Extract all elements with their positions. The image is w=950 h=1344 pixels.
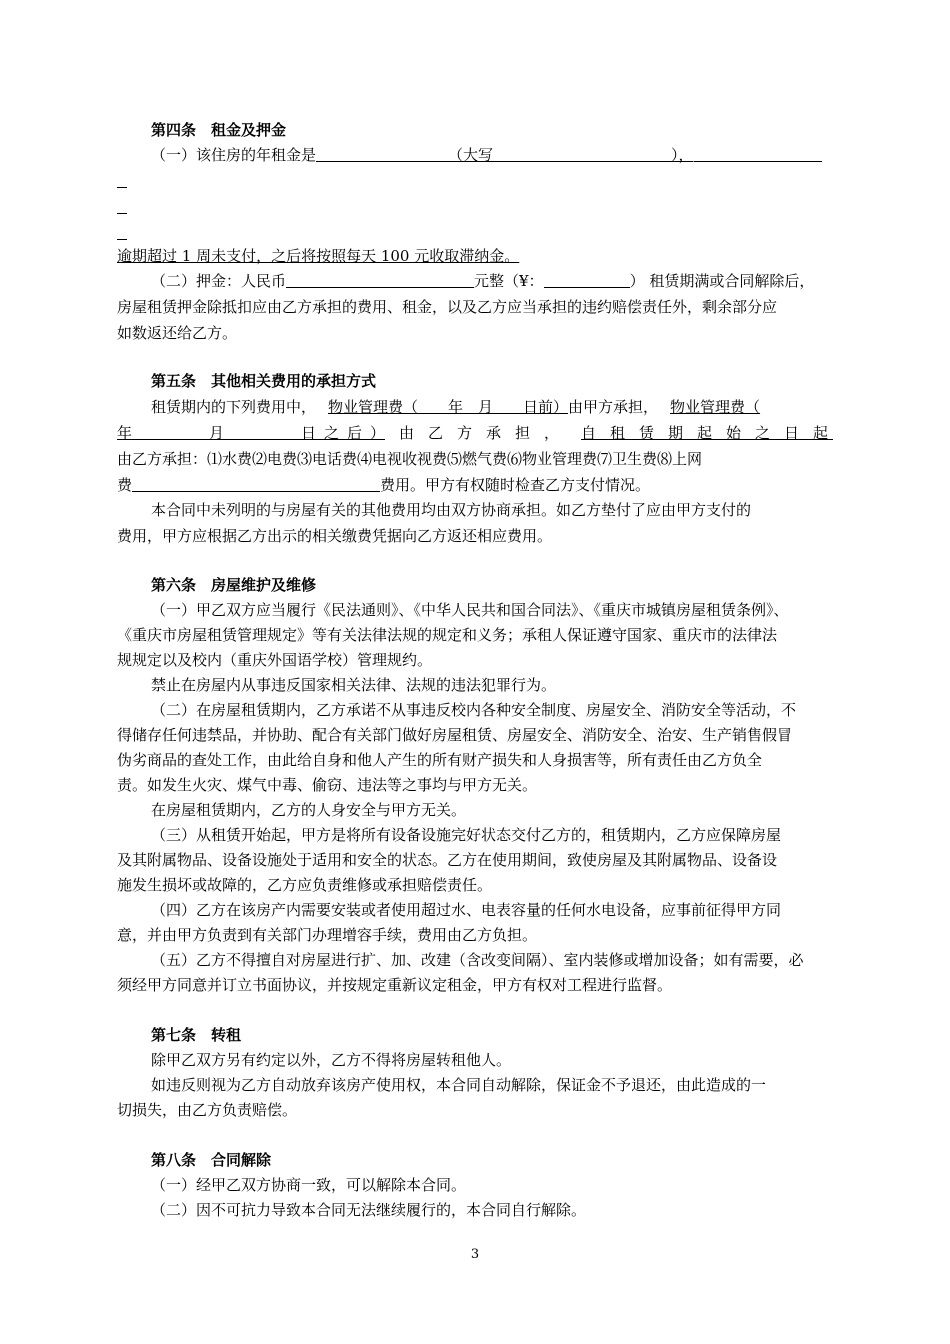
- art6-line: （三）从租赁开始起，甲方是将所有设备设施完好状态交付乙方的，租赁期内，乙方应保障房屋: [151, 826, 782, 844]
- article-7-title: 第七条 转租: [151, 1026, 242, 1044]
- late-fee-clause: 逾期超过 1 周未支付，之后将按照每天 100 元收取滞纳金。: [117, 247, 520, 265]
- deposit-amount-blank[interactable]: [286, 271, 474, 288]
- art6-line: 意，并由甲方负责到有关部门办理增容手续，费用由乙方负担。: [117, 926, 538, 944]
- fees-para-2-line-2: 费用，甲方应根据乙方出示的相关缴费凭据向乙方返还相应费用。: [117, 527, 553, 545]
- article-4-title: 第四条 租金及押金: [151, 121, 287, 139]
- art6-line: （五）乙方不得擅自对房屋进行扩、加、改建（含改变间隔）、室内装修或增加设备；如有需要，必: [151, 951, 804, 969]
- article-5-title: 第五条 其他相关费用的承担方式: [151, 372, 377, 390]
- deposit-label: （二）押金：人民币: [151, 272, 287, 290]
- from-lease-start: 自租赁期起始之日起: [581, 424, 833, 442]
- annual-rent-capital-label: （大写: [448, 146, 494, 164]
- art7-line: 如违反则视为乙方自动放弃该房产使用权，本合同自动解除，保证金不予退还，由此造成的一: [151, 1076, 767, 1094]
- blank-line-1: [117, 170, 833, 196]
- tenant-fee-date: 年 月 日之后）: [117, 424, 385, 442]
- art8-line: （二）因不可抗力导致本合同无法继续履行的，本合同自行解除。: [151, 1201, 587, 1219]
- article-4-annual-rent-line: [151, 142, 833, 168]
- deposit-yuan-label: 元整（¥：: [474, 272, 544, 290]
- annual-rent-tail-blank[interactable]: [694, 145, 822, 162]
- art6-line: 及其附属物品、设备设施处于适用和安全的状态。乙方在使用期间，致使房屋及其附属物品、设备设: [117, 851, 778, 869]
- deposit-line: [151, 268, 833, 294]
- annual-rent-close: ），: [671, 146, 694, 164]
- tenant-pays: 由乙方承担，: [399, 424, 565, 442]
- other-fee-blank[interactable]: [132, 475, 380, 492]
- art8-line: （一）经甲乙双方协商一致，可以解除本合同。: [151, 1176, 467, 1194]
- deposit-text-3: 如数返还给乙方。: [117, 324, 238, 342]
- art6-line: 禁止在房屋内从事违反国家相关法律、法规的违法犯罪行为。: [151, 676, 557, 694]
- fee-check-text: 费用。甲方有权随时检查乙方支付情况。: [380, 476, 651, 494]
- art7-line: 除甲乙双方另有约定以外，乙方不得将房屋转租他人。: [151, 1051, 512, 1069]
- art6-line: 施发生损坏或故障的，乙方应负责维修或承担赔偿责任。: [117, 876, 493, 894]
- art6-line: （四）乙方在该房产内需要安装或者使用超过水、电表容量的任何水电设备，应事前征得甲方同: [151, 901, 782, 919]
- article-8-title: 第八条 合同解除: [151, 1151, 272, 1169]
- landlord-pays: 由甲方承担，: [568, 398, 659, 416]
- page-number: 3: [470, 1247, 480, 1262]
- landlord-fee-item: 物业管理费（ 年 月 日前）: [328, 398, 569, 416]
- fees-line-1: [151, 394, 833, 420]
- annual-rent-label: （一）该住房的年租金是: [151, 146, 317, 164]
- fees-intro: 租赁期内的下列费用中，: [151, 398, 317, 416]
- annual-rent-blank[interactable]: [316, 145, 448, 162]
- art6-line: 须经甲方同意并订立书面协议，并按规定重新议定租金，甲方有权对工程进行监督。: [117, 976, 673, 994]
- art6-line: 在房屋租赁期内，乙方的人身安全与甲方无关。: [151, 801, 467, 819]
- art6-line: 规规定以及校内（重庆外国语学校）管理规约。: [117, 651, 433, 669]
- art6-line: 伪劣商品的查处工作，由此给自身和他人产生的所有财产损失和人身损害等，所有责任由乙方负全: [117, 751, 763, 769]
- annual-rent-capital-blank[interactable]: [493, 145, 671, 162]
- fee-label: 费: [117, 476, 133, 494]
- blank-line-2: [117, 196, 833, 222]
- art6-line: （一）甲乙双方应当履行《民法通则》、《中华人民共和国合同法》、《重庆市城镇房屋租赁条例》、: [151, 601, 789, 619]
- deposit-tail: ） 租赁期满或合同解除后，: [629, 272, 815, 290]
- art6-line: 责。如发生火灾、煤气中毒、偷窃、违法等之事均与甲方无关。: [117, 776, 538, 794]
- fees-para-2-line-1: 本合同中未列明的与房屋有关的其他费用均由双方协商承担。如乙方垫付了应由甲方支付的: [151, 501, 752, 519]
- art6-line: 得储存任何违禁品，并协助、配合有关部门做好房屋租赁、房屋安全、消防安全、治安、生产销售假冒: [117, 726, 793, 744]
- fees-line-2: [117, 420, 833, 446]
- deposit-number-blank[interactable]: [544, 271, 630, 288]
- art7-line: 切损失，由乙方负责赔偿。: [117, 1101, 298, 1119]
- article-6-title: 第六条 房屋维护及维修: [151, 576, 317, 594]
- fees-line-3: 由乙方承担：⑴水费⑵电费⑶电话费⑷电视收视费⑸燃气费⑹物业管理费⑺卫生费⑻上网: [117, 450, 703, 468]
- art6-line: （二）在房屋租赁期内，乙方承诺不从事违反校内各种安全制度、房屋安全、消防安全等活动，不: [151, 701, 797, 719]
- deposit-text-2: 房屋租赁押金除抵扣应由乙方承担的费用、租金，以及乙方应当承担的违约赔偿责任外，剩余部分应: [117, 298, 778, 316]
- fees-line-4: [117, 472, 833, 498]
- art6-line: 《重庆市房屋租赁管理规定》等有关法律法规的规定和义务；承租人保证遵守国家、重庆市的法律法: [117, 626, 778, 644]
- tenant-fee-item: 物业管理费（: [670, 398, 761, 416]
